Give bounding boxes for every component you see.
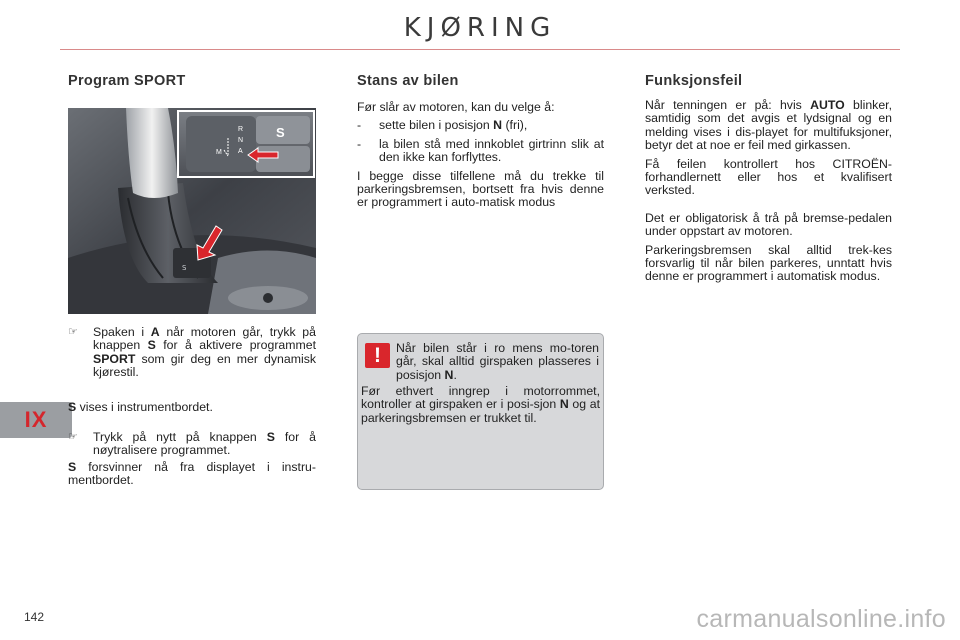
text-run: SPORT [93,351,136,366]
chapter-label: IX [24,407,48,432]
stop-body [357,101,604,215]
page-number: 142 [24,610,45,624]
stop-options-list [357,119,604,164]
stop-paragraph: I begge disse tilfellene må du trekke til parkeringsbremsen, bortsett fra hvis denne er programmert i auto-matisk modus [357,168,604,210]
text-run: (fri), [502,118,528,133]
text-run: S [147,338,156,353]
warning-text-2 [361,385,600,425]
page-title: KJØRING [403,13,557,43]
text-run: AUTO [810,98,845,112]
list-item [357,138,604,165]
text-run: vises i instrumentbordet. [76,400,213,414]
text-run: . [453,367,457,382]
text-run: Før ethvert inngrep i motorrommet, kontroller at girspaken er i posi-sjon [361,384,600,412]
warning-text-1 [396,342,599,382]
text-run: N [559,397,569,412]
text-run: blinker, samtidig som det avgis et lydsignal og en melding vises i dis-playet for multifuksjoner, betyr det at noe er feil med girkassen. [645,98,892,153]
gear-letter-n: N [238,137,244,144]
text-run: Når tenningen er på: hvis [645,98,811,112]
gear-letter-m: M [216,149,222,156]
text-run: Trykk på nytt på knappen [93,430,267,444]
stop-heading: Stans av bilen [357,73,459,89]
text-run: som gir deg en mer dynamisk kjørestil. [93,351,316,380]
sport-note-disappear [68,461,316,488]
pointer-hand-icon: ☞ [68,431,78,443]
sport-bullet-deactivate [68,431,316,458]
list-item [357,119,604,132]
text-run: S [68,400,77,414]
gear-selector-illustration [68,108,316,314]
sport-bullet-activate [68,326,316,380]
text-run: N [444,367,454,382]
text-run: S [68,460,77,474]
watermark: carmanualsonline.info [696,605,946,633]
fault-paragraph-3: Det er obligatorisk å trå på bremse-pedalen under oppstart av motoren. [645,210,892,239]
text-run: forsvinner nå fra displayet i instru-mentbordet. [68,460,316,488]
warning-icon: ! [365,343,390,368]
title-divider [60,49,900,50]
text-run: sette bilen i posisjon [379,118,494,133]
gear-letter-r: R [238,126,244,133]
text-run: Spaken i [93,325,151,339]
fault-paragraph-1 [645,99,892,153]
dash-mark: - [357,118,362,133]
text-run: for å nøytralisere programmet. [93,430,316,458]
sport-button-label: S [276,125,285,140]
fault-paragraph-4: Parkeringsbremsen skal alltid trek-kes forsvarlig til når bilen parkeres, unntatt hvis denne er programmert i automatisk modus. [645,242,892,284]
chapter-tab[interactable] [0,402,72,438]
text-run: S [266,430,275,444]
text-run: N [493,118,503,133]
dash-mark: - [357,136,362,151]
text-run: og at parkeringsbremsen er trukket til. [361,397,600,425]
sport-heading: Program SPORT [68,73,186,89]
svg-text:S: S [182,264,187,272]
fault-paragraph-2: Få feilen kontrollert hos CITROËN-forhandlernett eller hos et kvalifisert verksted. [645,156,892,198]
gear-selector-photo [68,108,316,314]
text-run: Når bilen står i ro mens mo-toren går, skal alltid girspaken plasseres i posisjon [396,341,599,382]
sport-note-display [68,401,316,414]
text-run: for å aktivere programmet [155,338,317,353]
fault-heading: Funksjonsfeil [645,73,743,89]
text-run: la bilen stå med innkoblet girtrinn slik at den ikke kan forflyttes. [379,136,604,165]
stop-intro: Før slår av motoren, kan du velge å: [357,100,555,114]
fault-body [645,99,892,289]
text-run: når motoren går, trykk på knappen [93,325,316,353]
text-run: A [150,325,160,339]
gear-letter-a: A [238,148,243,155]
pointer-hand-icon: ☞ [68,326,78,338]
warning-box [357,333,604,490]
